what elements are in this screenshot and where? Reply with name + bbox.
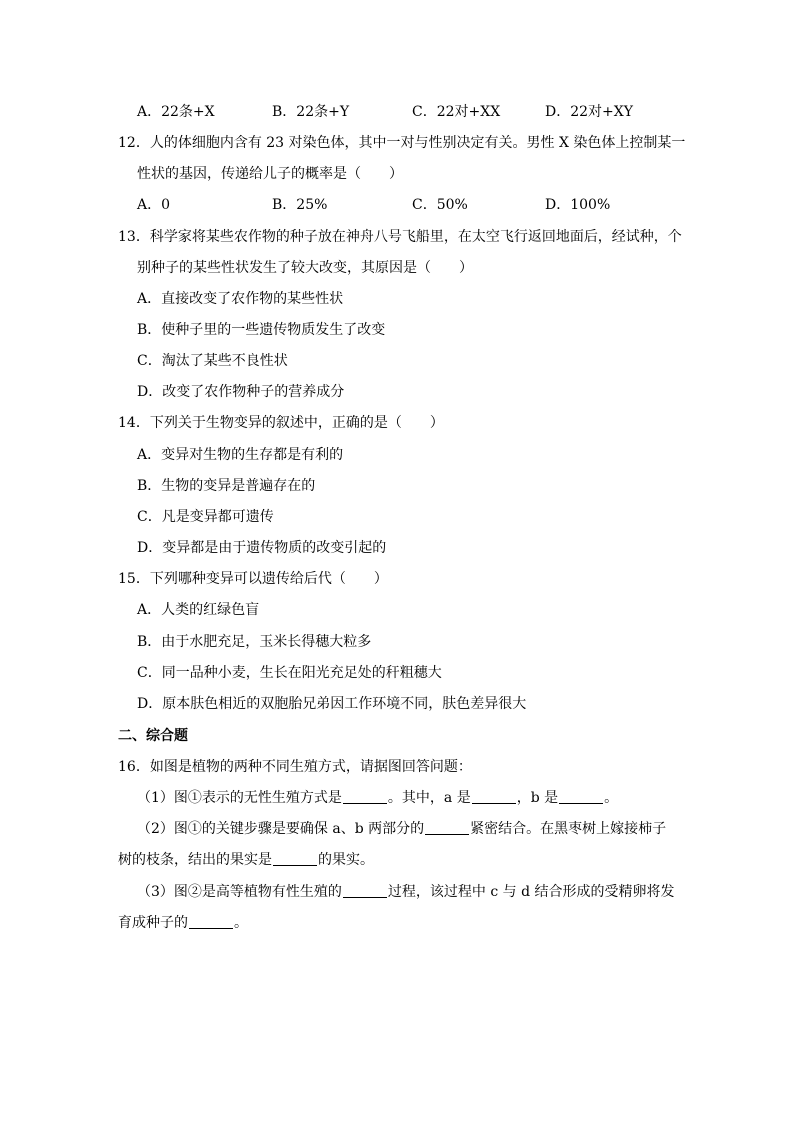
q16-part3-text-d: 。 bbox=[234, 915, 248, 931]
q15-option-b: B．由于水肥充足，玉米长得穗大粒多 bbox=[137, 634, 372, 650]
q12-option-c: C．50% bbox=[412, 197, 468, 213]
q16-part2-text-c: 树的枝条，结出的果实是 bbox=[118, 852, 272, 868]
q11-option-c: C．22对+XX bbox=[412, 104, 501, 120]
q15-stem: 15．下列哪种变异可以遗传给后代（ ） bbox=[118, 571, 388, 587]
q16-part1-text-d: 。 bbox=[604, 790, 619, 806]
q15-option-d: D．原本肤色相近的双胞胎兄弟因工作环境不同，肤色差异很大 bbox=[137, 696, 527, 712]
q16-part3-text-b: 过程，该过程中 c 与 d 结合形成的受精卵将发 bbox=[387, 884, 675, 900]
q16-part3-line1 bbox=[137, 882, 675, 902]
answer-blank[interactable] bbox=[472, 789, 516, 804]
q16-part1 bbox=[137, 788, 618, 808]
q12-stem-line1: 12．人的体细胞内含有 23 对染色体，其中一对与性别决定有关。男性 X 染色体上控制某一 bbox=[118, 135, 686, 151]
q14-option-b: B．生物的变异是普遍存在的 bbox=[137, 478, 316, 494]
answer-blank[interactable] bbox=[425, 820, 469, 835]
q14-option-a: A．变异对生物的生存都是有利的 bbox=[137, 447, 344, 463]
section-heading: 二、综合题 bbox=[118, 728, 188, 744]
q16-part1-text-a: （1）图①表示的无性生殖方式是 bbox=[137, 790, 342, 806]
q12-option-d: D．100% bbox=[545, 197, 611, 213]
answer-blank[interactable] bbox=[189, 914, 233, 929]
q16-part3-text-c: 育成种子的 bbox=[118, 915, 188, 931]
q16-part2-text-b: 紧密结合。在黑枣树上嫁接柿子 bbox=[470, 821, 667, 837]
q12-stem-line2: 性状的基因，传递给儿子的概率是（ ） bbox=[137, 166, 403, 182]
q13-stem-line2: 别种子的某些性状发生了较大改变，其原因是（ ） bbox=[137, 260, 473, 276]
q11-option-d: D．22对+XY bbox=[545, 104, 633, 120]
q15-option-a: A．人类的红绿色盲 bbox=[137, 602, 260, 618]
q16-part2-line2 bbox=[118, 850, 374, 870]
q13-option-b: B．使种子里的一些遗传物质发生了改变 bbox=[137, 322, 386, 338]
q13-option-a: A．直接改变了农作物的某些性状 bbox=[137, 291, 344, 307]
q16-part2-text-d: 的果实。 bbox=[318, 852, 374, 868]
q16-part2-line1 bbox=[137, 819, 666, 839]
answer-blank[interactable] bbox=[343, 789, 387, 804]
q13-option-d: D．改变了农作物种子的营养成分 bbox=[137, 384, 345, 400]
q16-part3-text-a: （3）图②是高等植物有性生殖的 bbox=[137, 884, 342, 900]
q16-part2-text-a: （2）图①的关键步骤是要确保 a、b 两部分的 bbox=[137, 821, 425, 837]
q14-option-d: D．变异都是由于遗传物质的改变引起的 bbox=[137, 540, 387, 556]
q11-option-b: B．22条+Y bbox=[272, 104, 350, 120]
q12-option-a: A．0 bbox=[137, 197, 171, 213]
q15-option-c: C．同一品种小麦，生长在阳光充足处的秆粗穗大 bbox=[137, 665, 442, 681]
q16-part1-text-c: ，b 是 bbox=[516, 790, 559, 806]
answer-blank[interactable] bbox=[559, 789, 603, 804]
q12-option-b: B．25% bbox=[272, 197, 328, 213]
q16-stem: 16．如图是植物的两种不同生殖方式，请据图回答问题： bbox=[118, 759, 472, 775]
q16-part1-text-b: 。其中，a 是 bbox=[387, 790, 471, 806]
q14-stem: 14．下列关于生物变异的叙述中，正确的是（ ） bbox=[118, 415, 444, 431]
q11-option-a: A．22条+X bbox=[137, 104, 215, 120]
q14-option-c: C．凡是变异都可遗传 bbox=[137, 509, 274, 525]
answer-blank[interactable] bbox=[343, 883, 387, 898]
answer-blank[interactable] bbox=[273, 851, 317, 866]
q13-option-c: C．淘汰了某些不良性状 bbox=[137, 353, 288, 369]
q16-part3-line2 bbox=[118, 913, 248, 933]
q13-stem-line1: 13．科学家将某些农作物的种子放在神舟八号飞船里，在太空飞行返回地面后，经试种，个 bbox=[118, 229, 682, 245]
